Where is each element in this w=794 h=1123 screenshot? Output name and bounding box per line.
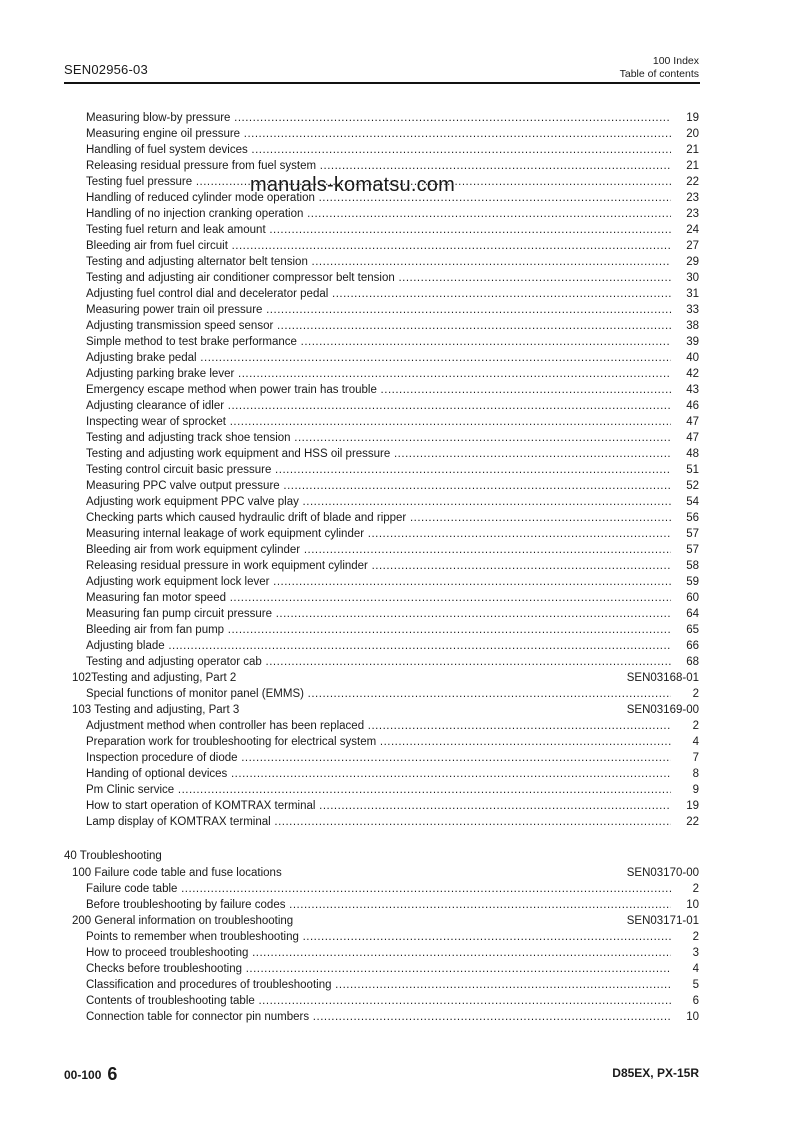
toc-entry-title: Inspection procedure of diode ..... [86, 750, 671, 766]
toc-entry-title: Handling of no injection cranking operation ..... [86, 206, 671, 222]
toc-entry-title: How to proceed troubleshooting ..... [86, 945, 671, 961]
header-subtitle: Table of contents [619, 68, 699, 80]
toc-entry-title: Bleeding air from work equipment cylinder ..... [86, 542, 671, 558]
toc-entry-page: 5 [692, 979, 699, 991]
footer-model: D85EX, PX-15R [612, 1066, 699, 1080]
toc-entry[interactable] [0, 542, 794, 558]
toc-entry-page: 4 [692, 963, 699, 975]
toc-entry-page: 2 [692, 931, 699, 943]
toc-entry[interactable] [0, 622, 794, 638]
toc-entry-title: Testing control circuit basic pressure ..... [86, 462, 671, 478]
toc-entry-page: 52 [686, 480, 699, 492]
toc-entry-page: 54 [686, 496, 699, 508]
toc-entry-title: Measuring power train oil pressure ..... [86, 302, 671, 318]
toc-entry[interactable] [0, 446, 794, 462]
section-code: SEN03169-00 [626, 704, 699, 716]
toc-entry[interactable] [0, 897, 794, 913]
toc-entry[interactable] [0, 606, 794, 622]
toc-entry-title: Testing and adjusting work equipment and HSS oil pressure ..... [86, 446, 671, 462]
toc-entry-page: 19 [686, 112, 699, 124]
toc-entry-title: Special functions of monitor panel (EMMS) ..... [86, 686, 671, 702]
toc-entry[interactable] [0, 526, 794, 542]
toc-entry[interactable] [0, 478, 794, 494]
toc-entry[interactable] [0, 142, 794, 158]
chapter-title: 40 Troubleshooting [64, 850, 162, 862]
toc-entry[interactable] [0, 382, 794, 398]
toc-entry-page: 38 [686, 320, 699, 332]
toc-entry[interactable] [0, 590, 794, 606]
footer-page-number: 6 [107, 1064, 118, 1084]
toc-entry-page: 27 [686, 240, 699, 252]
toc-entry-page: 51 [686, 464, 699, 476]
toc-section-100[interactable] [0, 865, 794, 881]
toc-entry[interactable] [0, 734, 794, 750]
toc-entry-page: 68 [686, 656, 699, 668]
toc-entry[interactable] [0, 929, 794, 945]
toc-entry-title: Contents of troubleshooting table ..... [86, 993, 671, 1009]
toc-entry-title: Releasing residual pressure in work equipment cylinder ..... [86, 558, 671, 574]
toc-entry[interactable] [0, 158, 794, 174]
toc-entry-page: 24 [686, 224, 699, 236]
toc-section-103[interactable] [0, 702, 794, 718]
toc-entry-title: Measuring blow-by pressure ..... [86, 110, 671, 126]
toc-entry-title: Releasing residual pressure from fuel system ..... [86, 158, 671, 174]
toc-entry-title: Testing fuel return and leak amount ..... [86, 222, 671, 238]
toc-entry-title: Adjustment method when controller has been replaced ..... [86, 718, 671, 734]
section-code: SEN03168-01 [626, 672, 699, 684]
toc-entry[interactable] [0, 462, 794, 478]
toc-entry[interactable] [0, 574, 794, 590]
toc-entry-title: Lamp display of KOMTRAX terminal ..... [86, 814, 671, 830]
toc-entry-page: 57 [686, 544, 699, 556]
toc-entry-page: 9 [692, 784, 699, 796]
toc-entry-title: Checking parts which caused hydraulic drift of blade and ripper ..... [86, 510, 671, 526]
toc-entry[interactable] [0, 270, 794, 286]
toc-section-200[interactable] [0, 913, 794, 929]
toc-entry-title: Handling of reduced cylinder mode operation ..... [86, 190, 671, 206]
toc-entry-page: 31 [686, 288, 699, 300]
toc-entry-page: 33 [686, 304, 699, 316]
toc-entry-title: Measuring internal leakage of work equipment cylinder ..... [86, 526, 671, 542]
toc-entry[interactable] [0, 782, 794, 798]
toc-entry[interactable] [0, 190, 794, 206]
toc-entry-title: Points to remember when troubleshooting ..... [86, 929, 671, 945]
toc-entry-title: Adjusting transmission speed sensor ..... [86, 318, 671, 334]
toc-entry[interactable] [0, 977, 794, 993]
toc-entry-page: 2 [692, 688, 699, 700]
toc-entry-page: 30 [686, 272, 699, 284]
toc-entry[interactable] [0, 350, 794, 366]
toc-entry-page: 2 [692, 883, 699, 895]
toc-entry-page: 3 [692, 947, 699, 959]
toc-entry[interactable] [0, 286, 794, 302]
toc-entry-page: 6 [692, 995, 699, 1007]
toc-entry[interactable] [0, 206, 794, 222]
toc-chapter-40[interactable] [0, 848, 794, 865]
toc-entry[interactable] [0, 961, 794, 977]
toc-entry-title: Testing and adjusting operator cab ..... [86, 654, 671, 670]
toc-entry[interactable] [0, 814, 794, 830]
toc-entry-title: Pm Clinic service ..... [86, 782, 671, 798]
toc-group-d [0, 881, 794, 913]
toc-entry-title: Adjusting blade ..... [86, 638, 671, 654]
toc-entry[interactable] [0, 510, 794, 526]
toc-entry-page: 39 [686, 336, 699, 348]
toc-entry-page: 7 [692, 752, 699, 764]
toc-entry-title: Handling of fuel system devices ..... [86, 142, 671, 158]
section-title: 102Testing and adjusting, Part 2 [72, 672, 237, 684]
toc-entry[interactable] [0, 126, 794, 142]
toc-entry-page: 47 [686, 432, 699, 444]
toc-entry[interactable] [0, 654, 794, 670]
toc-entry-title: Adjusting brake pedal ..... [86, 350, 671, 366]
toc-entry-title: Measuring engine oil pressure ..... [86, 126, 671, 142]
toc-entry-page: 29 [686, 256, 699, 268]
toc-group-a [0, 110, 794, 670]
toc-entry[interactable] [0, 1009, 794, 1025]
header-section [620, 55, 699, 81]
toc-entry[interactable] [0, 798, 794, 814]
toc-entry[interactable] [0, 302, 794, 318]
toc-group-c [0, 718, 794, 830]
toc-entry-page: 59 [686, 576, 699, 588]
toc-entry-title: Connection table for connector pin numbers ..... [86, 1009, 671, 1025]
toc-section-102[interactable] [0, 670, 794, 686]
watermark: manuals-komatsu.com [250, 174, 455, 196]
toc-entry-page: 48 [686, 448, 699, 460]
toc-entry[interactable] [0, 238, 794, 254]
toc-entry[interactable] [0, 222, 794, 238]
toc-entry[interactable] [0, 638, 794, 654]
toc-list [0, 110, 794, 1025]
section-title: 200 General information on troubleshooting [72, 915, 294, 927]
toc-entry-title: How to start operation of KOMTRAX terminal ..... [86, 798, 671, 814]
toc-entry-page: 57 [686, 528, 699, 540]
toc-entry[interactable] [0, 686, 794, 702]
toc-entry-page: 21 [686, 160, 699, 172]
header-rule [64, 82, 700, 84]
toc-entry-page: 20 [686, 128, 699, 140]
toc-entry[interactable] [0, 494, 794, 510]
toc-entry-page: 21 [686, 144, 699, 156]
section-title: 103 Testing and adjusting, Part 3 [72, 704, 240, 716]
toc-entry-title: Measuring fan motor speed ..... [86, 590, 671, 606]
toc-entry[interactable] [0, 366, 794, 382]
footer-page-code: 00-100 [64, 1068, 102, 1082]
toc-entry-page: 64 [686, 608, 699, 620]
toc-entry-page: 4 [692, 736, 699, 748]
toc-entry-title: Simple method to test brake performance ..... [86, 334, 671, 350]
toc-entry-page: 10 [686, 1011, 699, 1023]
toc-entry-page: 22 [686, 816, 699, 828]
toc-entry-title: Classification and procedures of troubleshooting ..... [86, 977, 671, 993]
toc-entry-title: Measuring fan pump circuit pressure ..... [86, 606, 671, 622]
toc-entry-title: Adjusting parking brake lever ..... [86, 366, 671, 382]
toc-entry[interactable] [0, 174, 794, 190]
toc-entry-title: Adjusting clearance of idler ..... [86, 398, 671, 414]
toc-entry-title: Bleeding air from fuel circuit ..... [86, 238, 671, 254]
toc-entry-page: 23 [686, 208, 699, 220]
toc-group-e [0, 929, 794, 1025]
toc-entry-title: Emergency escape method when power train has trouble ..... [86, 382, 671, 398]
toc-entry-page: 60 [686, 592, 699, 604]
section-code: SEN03170-00 [626, 867, 699, 879]
toc-entry-title: Adjusting work equipment PPC valve play ..... [86, 494, 671, 510]
toc-entry-page: 40 [686, 352, 699, 364]
section-title: 100 Failure code table and fuse locations [72, 867, 282, 879]
toc-entry-title: Handing of optional devices ..... [86, 766, 671, 782]
toc-entry[interactable] [0, 993, 794, 1009]
toc-entry-title: Bleeding air from fan pump ..... [86, 622, 671, 638]
toc-entry-title: Testing fuel pressure ..... [86, 174, 671, 190]
toc-entry-title: Inspecting wear of sprocket ..... [86, 414, 671, 430]
toc-entry-page: 2 [692, 720, 699, 732]
toc-entry[interactable] [0, 110, 794, 126]
toc-entry-page: 58 [686, 560, 699, 572]
toc-entry-page: 46 [686, 400, 699, 412]
toc-entry[interactable] [0, 945, 794, 961]
toc-entry-title: Adjusting fuel control dial and decelerator pedal ..... [86, 286, 671, 302]
toc-entry-page: 43 [686, 384, 699, 396]
toc-entry-title: Testing and adjusting track shoe tension ..... [86, 430, 671, 446]
section-code: SEN03171-01 [626, 915, 699, 927]
toc-entry-page: 47 [686, 416, 699, 428]
toc-entry-page: 10 [686, 899, 699, 911]
toc-entry[interactable] [0, 750, 794, 766]
header-section-title: 100 Index [652, 55, 699, 67]
toc-entry[interactable] [0, 430, 794, 446]
toc-entry-title: Checks before troubleshooting ..... [86, 961, 671, 977]
toc-entry-page: 66 [686, 640, 699, 652]
toc-entry[interactable] [0, 881, 794, 897]
toc-entry[interactable] [0, 414, 794, 430]
toc-entry[interactable] [0, 334, 794, 350]
toc-entry-title: Measuring PPC valve output pressure ..... [86, 478, 671, 494]
toc-entry-page: 8 [692, 768, 699, 780]
toc-entry[interactable] [0, 318, 794, 334]
toc-entry-title: Before troubleshooting by failure codes ..... [86, 897, 671, 913]
toc-entry-page: 42 [686, 368, 699, 380]
toc-entry[interactable] [0, 766, 794, 782]
footer-page [64, 1063, 117, 1084]
toc-entry-title: Preparation work for troubleshooting for electrical system ..... [86, 734, 671, 750]
toc-entry-title: Testing and adjusting alternator belt tension ..... [86, 254, 671, 270]
toc-entry-title: Failure code table ..... [86, 881, 671, 897]
toc-entry-page: 19 [686, 800, 699, 812]
toc-entry[interactable] [0, 558, 794, 574]
toc-entry-page: 23 [686, 192, 699, 204]
toc-entry-title: Testing and adjusting air conditioner compressor belt tension ..... [86, 270, 671, 286]
toc-entry[interactable] [0, 254, 794, 270]
toc-entry-page: 56 [686, 512, 699, 524]
header-doc-id: SEN02956-03 [64, 62, 148, 77]
spacer [0, 830, 794, 848]
toc-entry[interactable] [0, 718, 794, 734]
toc-entry[interactable] [0, 398, 794, 414]
toc-entry-title: Adjusting work equipment lock lever ..... [86, 574, 671, 590]
toc-entry-page: 65 [686, 624, 699, 636]
toc-group-b [0, 686, 794, 702]
toc-entry-page: 22 [686, 176, 699, 188]
